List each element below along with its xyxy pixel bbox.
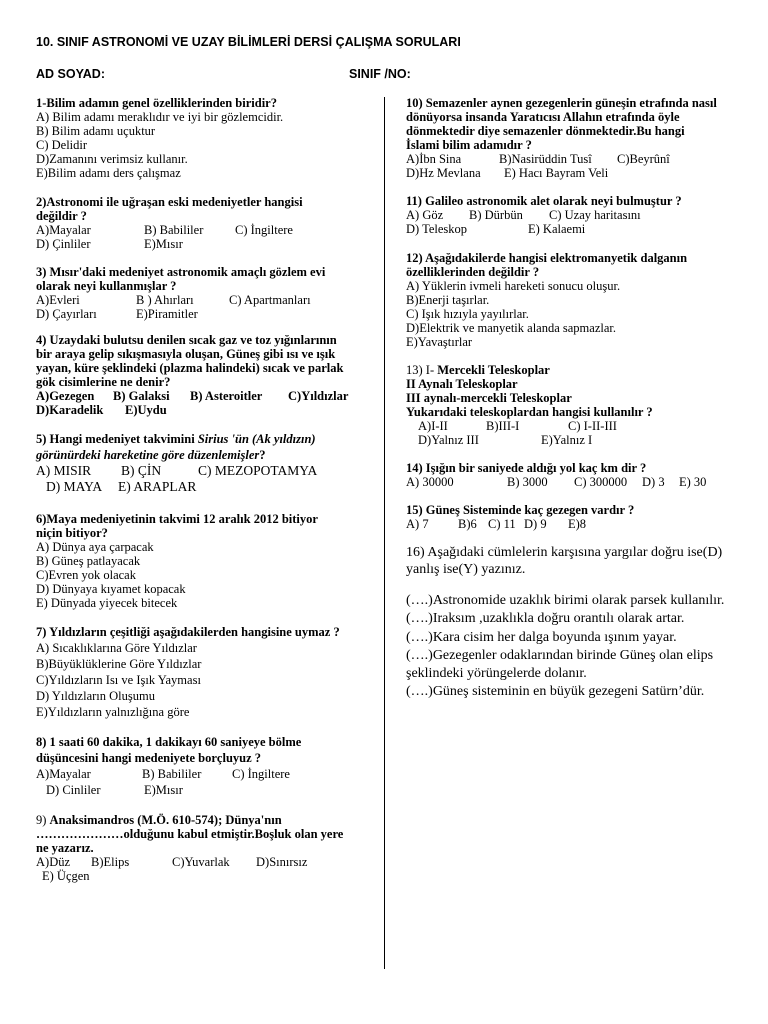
question-5 <box>36 431 316 495</box>
question-11 <box>406 194 682 236</box>
option: E) Hacı Bayram Veli <box>504 166 609 180</box>
question-text: İslami bilim adamıdır ? <box>406 138 532 152</box>
question-number: 13) I- <box>406 363 438 377</box>
question-text: Yukarıdaki teleskoplardan hangisi kullanılır ? <box>406 405 653 419</box>
question-text: 2)Astronomi ile uğraşan eski medeniyetler hangisi <box>36 195 303 209</box>
option: D) Cinliler <box>46 783 101 797</box>
option: C)Evren yok olacak <box>36 568 136 582</box>
option: E) ARAPLAR <box>118 479 197 494</box>
question-14 <box>406 461 707 489</box>
question-text: II Aynalı Teleskoplar <box>406 377 518 391</box>
option: C) Uzay haritasını <box>549 208 641 222</box>
question-text: 14) Işığın bir saniyede aldığı yol kaç km dir ? <box>406 461 647 475</box>
question-text: yayan, küre şeklindeki (plazma halindeki) sıcak ve parlak <box>36 361 344 375</box>
question-3 <box>36 265 325 321</box>
option: B)III-I <box>486 419 520 433</box>
option: D) Teleskop <box>406 222 468 236</box>
option: E)Piramitler <box>136 307 198 321</box>
question-16 <box>406 544 722 578</box>
option: E)8 <box>568 517 587 531</box>
question-text: olarak neyi kullanmışlar ? <box>36 279 177 293</box>
option: C) 11 <box>488 517 516 531</box>
option: C)Beyrûnî <box>617 152 670 166</box>
statement: (….)Astronomide uzaklık birimi olarak parsek kullanılır. <box>406 593 725 608</box>
question-text: 7) Yıldızların çeşitliği aşağıdakilerden hangisine uymaz ? <box>36 625 340 639</box>
option: D) Dünyaya kıyamet kopacak <box>36 582 186 596</box>
question-text-italic: görünürdeki hareketine göre düzenlemişler <box>36 448 260 462</box>
option: D)Karadelik <box>36 403 104 417</box>
question-7 <box>36 624 340 720</box>
option: A)İbn Sina <box>406 152 462 166</box>
option: A)Mayalar <box>36 223 91 237</box>
option: A) 30000 <box>406 475 454 489</box>
option: C) Apartmanları <box>229 293 311 307</box>
option: B)Nasirüddin Tusî <box>499 152 592 166</box>
option: B) Dürbün <box>469 208 523 222</box>
option: E) Kalaemi <box>528 222 586 236</box>
question-text: dönüyorsa insanda Yaratıcısı Allahın etrafında öyle <box>406 110 680 124</box>
option: A) Göz <box>406 208 444 222</box>
option: E) Dünyada yiyecek bitecek <box>36 596 178 610</box>
option: B) ÇİN <box>121 463 162 478</box>
question-text: …………………olduğunu kabul etmiştir.Boşluk olan yere <box>36 827 344 841</box>
option: D) 3 <box>642 475 665 489</box>
question-text: Mercekli Teleskoplar <box>437 363 550 377</box>
question-text: niçin bitiyor? <box>36 526 108 540</box>
question-text: 12) Aşağıdakilerde hangisi elektromanyetik dalganın <box>406 251 688 265</box>
question-text: gök cisimlerine ne denir? <box>36 375 171 389</box>
option: E)Yavaştırlar <box>406 335 473 349</box>
statement: şeklindeki yörüngelerde dolanır. <box>406 666 587 682</box>
question-text: 4) Uzaydaki bulutsu denilen sıcak gaz ve toz yığınlarının <box>36 333 337 347</box>
option: C) İngiltere <box>232 767 290 781</box>
option: E)Mısır <box>144 783 183 797</box>
question-9 <box>36 813 343 883</box>
option: C)Yuvarlak <box>172 855 230 869</box>
question-text: 5) Hangi medeniyet takvimini <box>36 432 198 446</box>
option: C)Yıldızlar <box>288 389 349 403</box>
option: D)Yalnız III <box>418 433 479 447</box>
question-text: yanlış ise(Y) yazınız. <box>406 562 526 577</box>
option: C) İngiltere <box>235 223 293 237</box>
option: A) Dünya aya çarpacak <box>36 540 154 554</box>
option: A)Gezegen <box>36 389 95 403</box>
option: C)Yıldızların Isı ve Işık Yayması <box>36 673 201 687</box>
question-text: 3) Mısır'daki medeniyet astronomik amaçlı gözlem evi <box>36 265 326 279</box>
option: D) Çinliler <box>36 237 91 251</box>
option: D) 9 <box>524 517 547 531</box>
option: A) Yüklerin ivmeli hareketi sonucu oluşur. <box>406 279 621 293</box>
option: C) Işık hızıyla yayılırlar. <box>406 307 529 321</box>
question-text: 15) Güneş Sisteminde kaç gezegen vardır ? <box>406 503 635 517</box>
statement: (….)Güneş sisteminin en büyük gezegeni Satürn’dür. <box>406 684 705 700</box>
column-divider <box>384 97 385 969</box>
option: C) 300000 <box>574 475 628 489</box>
question-6 <box>36 512 318 610</box>
option: B ) Ahırları <box>136 293 194 307</box>
option: A)Düz <box>36 855 71 869</box>
option: A)Mayalar <box>36 767 91 781</box>
question-text: özelliklerinden değildir ? <box>406 265 540 279</box>
option: B) Asteroitler <box>190 389 263 403</box>
option: D)Sınırsız <box>256 855 308 869</box>
option: D) Çayırları <box>36 307 97 321</box>
option: B)Büyüklüklerine Göre Yıldızlar <box>36 657 202 671</box>
statement: (….)Gezegenler odaklarından birinde Güneş olan elips <box>406 647 714 663</box>
question-text: 6)Maya medeniyetinin takvimi 12 aralık 2012 bitiyor <box>36 512 318 526</box>
option: E) Üçgen <box>42 869 90 883</box>
question-15 <box>406 503 634 531</box>
option: B) Babililer <box>144 223 204 237</box>
option: A) 7 <box>406 517 429 531</box>
option: B)6 <box>458 517 477 531</box>
question-text: 10) Semazenler aynen gezegenlerin güneşin etrafında nasıl <box>406 96 717 110</box>
option: D)Hz Mevlana <box>406 166 481 180</box>
question-8 <box>36 734 301 798</box>
option: B)Elips <box>91 855 130 869</box>
option: A)I-II <box>418 419 448 433</box>
name-label: AD SOYAD: <box>36 67 105 81</box>
question-text: ? <box>259 448 266 462</box>
option: E)Uydu <box>125 403 167 417</box>
option: D) Yıldızların Oluşumu <box>36 689 155 703</box>
option: B) Babililer <box>142 767 202 781</box>
question-text: ne yazarız. <box>36 841 94 855</box>
question-text: 8) 1 saati 60 dakika, 1 dakikayı 60 saniyeye bölme <box>36 735 302 749</box>
option: E)Yıldızların yalnızlığına göre <box>36 705 190 719</box>
option: B) 3000 <box>507 475 548 489</box>
option: E)Yalnız I <box>541 433 593 447</box>
option: C) Delidir <box>36 138 88 152</box>
question-text-italic: Sirius 'ün (Ak yıldızın) <box>197 432 316 446</box>
question-13 <box>406 363 653 447</box>
question-number: 9) <box>36 813 50 827</box>
question-12 <box>406 251 687 349</box>
question-text: 1-Bilim adamın genel özelliklerinden biridir? <box>36 96 277 110</box>
question-text: bir araya gelip sıkışmasıyla oluşan, Güneş gibi ısı ve ışık <box>36 347 336 361</box>
question-text: değildir ? <box>36 209 87 223</box>
true-false-statements <box>406 592 724 702</box>
question-1 <box>36 96 283 180</box>
option: B) Bilim adamı uçuktur <box>36 124 156 138</box>
question-text: 16) Aşağıdaki cümlelerin karşısına yargılar doğru ise(D) <box>406 545 723 560</box>
question-10 <box>406 96 717 180</box>
option: C) I-II-III <box>568 419 617 433</box>
question-text: III aynalı-mercekli Teleskoplar <box>406 391 572 405</box>
option: D)Zamanını verimsiz kullanır. <box>36 152 188 166</box>
class-label: SINIF /NO: <box>349 67 411 81</box>
option: A) Sıcaklıklarına Göre Yıldızlar <box>36 641 197 655</box>
question-4 <box>36 333 349 417</box>
statement: (….)Iraksım ,uzaklıkla doğru orantılı olarak artar. <box>406 611 685 627</box>
question-text: düşüncesini hangi medeniyete borçluyuz ? <box>36 751 262 765</box>
statement: (….)Kara cisim her dalga boyunda ışınım yayar. <box>406 629 677 645</box>
page-title: 10. SINIF ASTRONOMİ VE UZAY BİLİMLERİ DERSİ ÇALIŞMA SORULARI <box>36 35 461 49</box>
option: D) MAYA <box>46 479 103 494</box>
question-text: Anaksimandros (M.Ö. 610-574); Dünya'nın <box>49 813 282 827</box>
option: B)Enerji taşırlar. <box>406 293 490 307</box>
option: A)Evleri <box>36 293 80 307</box>
option: A) Bilim adamı meraklıdır ve iyi bir gözlemcidir. <box>36 110 284 124</box>
option: E) 30 <box>679 475 707 489</box>
option: E)Mısır <box>144 237 183 251</box>
question-2 <box>36 195 303 251</box>
question-text: dönmektedir diye semazenler dönmektedir.Bu hangi <box>406 124 685 138</box>
option: B) Galaksi <box>113 389 170 403</box>
option: B) Güneş patlayacak <box>36 554 141 568</box>
option: D)Elektrik ve manyetik alanda sapmazlar. <box>406 321 616 335</box>
option: C) MEZOPOTAMYA <box>198 463 318 478</box>
option: E)Bilim adamı ders çalışmaz <box>36 166 181 180</box>
question-text: 11) Galileo astronomik alet olarak neyi bulmuştur ? <box>406 194 682 208</box>
option: A) MISIR <box>36 463 92 478</box>
